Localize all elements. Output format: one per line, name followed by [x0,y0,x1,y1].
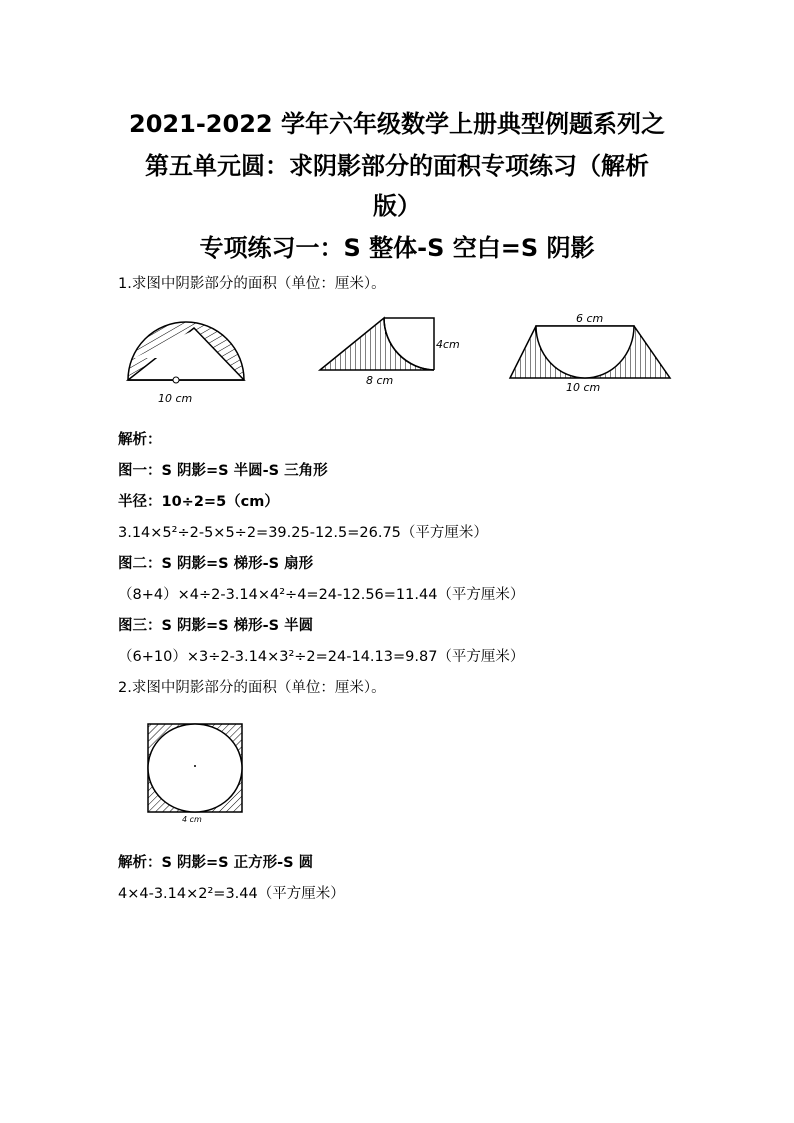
figure-3-top-label: 6 cm [576,312,604,325]
figure-1-semicircle [120,318,260,408]
figure-3-trapezoid [500,308,680,398]
figure-2-side-label: 4cm [436,338,460,351]
solution-1-step-7: （6+10）×3÷2-3.14×3²÷2=24-14.13=9.87（平方厘米） [118,649,525,665]
document-title-line-3: 版） [373,192,421,220]
trapezoid-shaded-region [320,318,434,370]
solution-1-step-3: 3.14×5²÷2-5×5÷2=39.25-12.5=26.75（平方厘米） [118,525,488,541]
solution-1-step-2: 半径：10÷2=5（cm） [118,494,279,510]
document-title-line-2: 第五单元圆：求阴影部分的面积专项练习（解析 [145,152,649,180]
figure-3-bottom-label: 10 cm [566,381,601,394]
figure-4-square-circle [146,722,246,822]
inscribed-circle [148,724,242,812]
question-1-prompt: 1.求图中阴影部分的面积（单位：厘米）。 [118,276,386,292]
section-subtitle: 专项练习一：S 整体-S 空白=S 阴影 [199,234,595,262]
solution-1-heading: 解析： [118,432,162,448]
figure-2-bottom-label: 8 cm [366,374,394,387]
solution-2-heading: 解析：S 阴影=S 正方形-S 圆 [118,855,314,871]
figure-1-label: 10 cm [158,392,193,405]
question-2-prompt: 2.求图中阴影部分的面积（单位：厘米）。 [118,680,386,696]
solution-1-step-1: 图一：S 阴影=S 半圆-S 三角形 [118,463,328,479]
figure-4-label: 4 cm [182,815,202,824]
figure-2-trapezoid [310,312,470,392]
document-title-line-1: 2021-2022 学年六年级数学上册典型例题系列之 [129,110,665,138]
solution-2-calc: 4×4-3.14×2²=3.44（平方厘米） [118,886,345,902]
solution-1-step-6: 图三：S 阴影=S 梯形-S 半圆 [118,618,314,634]
solution-1-step-4: 图二：S 阴影=S 梯形-S 扇形 [118,556,314,572]
solution-1-step-5: （8+4）×4÷2-3.14×4²÷4=24-12.56=11.44（平方厘米） [118,587,525,603]
